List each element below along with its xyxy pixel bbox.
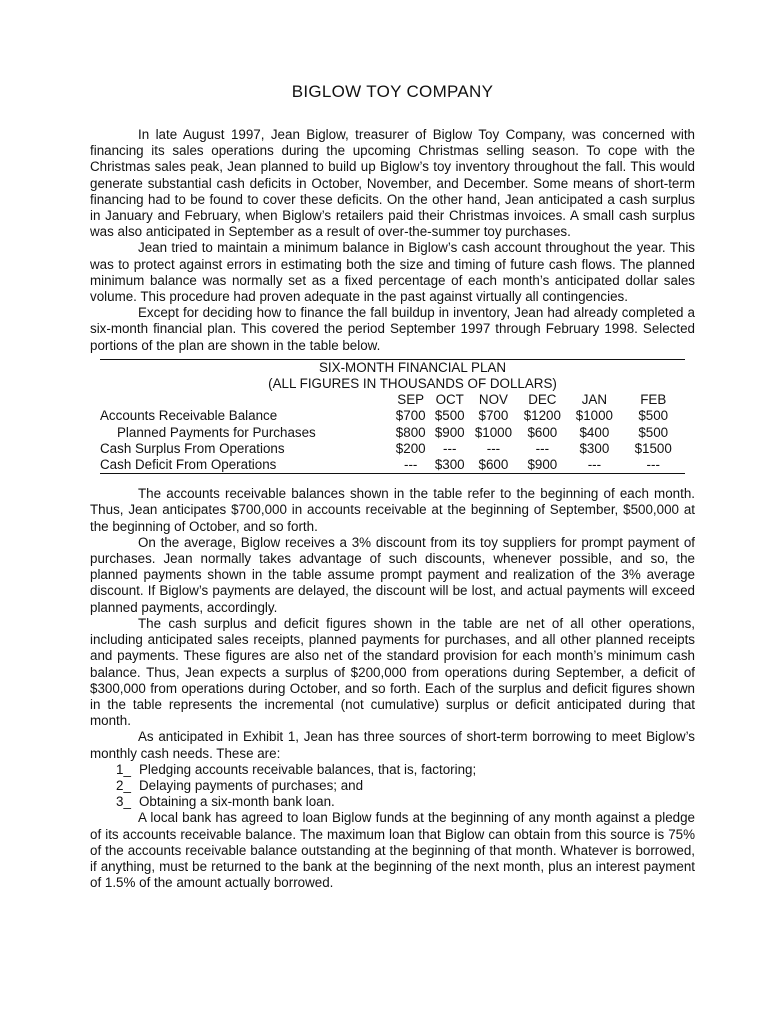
table-cell: $1200: [523, 408, 561, 424]
paragraph-financial-plan: Except for deciding how to finance the fall buildup in inventory, Jean had already completed a six-month financial plan. This covered the period September 1997 through February 1998. Selected portions of the plan are shown in the table below.: [90, 305, 695, 353]
month-header: NOV: [478, 392, 508, 408]
paragraph-surplus-deficit: The cash surplus and deficit figures shown in the table are net of all other operations, including anticipated sales receipts, planned payments for purchases, and all other planned receipts and payments. These figures are also net of the standard provision for each month’s minimum cash balance. Thus, Jean expects a surplus of $200,000 from operations during September, a deficit of $300,000 from operations during October, and so forth. Each of the surplus and deficit figures shown in the table represents the incremental (not cumulative) surplus or deficit anticipated during that month.: [90, 615, 695, 729]
table-cell: $1500: [634, 440, 672, 456]
list-item: [116, 778, 695, 794]
list-item: [116, 794, 695, 810]
paragraph-receivables: The accounts receivable balances shown in the table refer to the beginning of each month. Thus, Jean anticipates $700,000 in accounts receivable at the beginning of September, $500,000 at the beginning of October, and so forth.: [90, 486, 695, 534]
row-label: Planned Payments for Purchases: [117, 424, 316, 440]
paragraph-discount: On the average, Biglow receives a 3% discount from its toy suppliers for prompt payment of purchases. Jean normally takes advantage of such discounts, whenever possible, and so, the planned payments shown in the table assume prompt payment and realization of the 3% average discount. If Biglow’s payments are delayed, the discount will be lost, and actual payments will exceed planned payments, accordingly.: [90, 534, 695, 615]
table-cell: ---: [535, 440, 550, 456]
list-item-number: 3_: [116, 794, 131, 810]
row-label: Cash Surplus From Operations: [100, 440, 285, 456]
table-cell: ---: [646, 457, 660, 473]
table-cell: $400: [579, 424, 610, 440]
month-header: JAN: [581, 392, 608, 408]
table-cell: $700: [395, 408, 426, 424]
table-cell: $500: [434, 408, 465, 424]
financial-plan-table: [100, 359, 685, 474]
table-cell: $900: [434, 424, 465, 440]
paragraph-minimum-balance: Jean tried to maintain a minimum balance in Biglow’s cash account throughout the year. This was to protect against errors in estimating both the size and timing of future cash flows. The planned minimum balance was normally set as a fixed percentage of each month’s anticipated dollar sales volume. This procedure had proven adequate in the past against virtually all contingencies.: [90, 240, 695, 305]
list-item-text: Pledging accounts receivable balances, that is, factoring;: [139, 761, 477, 777]
plan-title-line1: SIX-MONTH FINANCIAL PLAN: [319, 359, 506, 375]
plan-title-line2: (ALL FIGURES IN THOUSANDS OF DOLLARS): [268, 376, 557, 392]
paragraph-bank-loan: A local bank has agreed to loan Biglow funds at the beginning of any month against a pledge of its accounts receivable balance. The maximum loan that Biglow can obtain from this source is 75% of the accounts receivable balance outstanding at the beginning of that month. Whatever is borrowed, if anything, must be returned to the bank at the beginning of the next month, plus an interest payment of 1.5% of the amount actually borrowed.: [90, 810, 695, 891]
month-header: FEB: [640, 392, 667, 408]
table-cell: $500: [638, 408, 669, 424]
list-item-number: 2_: [116, 777, 131, 793]
list-item: [116, 762, 695, 778]
table-cell: ---: [404, 457, 418, 473]
table-row: [100, 441, 685, 457]
table-cell: ---: [443, 440, 457, 456]
list-item-text: Obtaining a six-month bank loan.: [139, 794, 335, 810]
paragraph-borrowing-sources: As anticipated in Exhibit 1, Jean has three sources of short-term borrowing to meet Biglow’s monthly cash needs. These are:: [90, 729, 695, 761]
table-cell: $300: [434, 457, 465, 473]
table-cell: $300: [579, 440, 610, 456]
table-row: [100, 408, 685, 424]
row-label: Accounts Receivable Balance: [100, 408, 278, 424]
table-cell: $600: [478, 457, 509, 473]
list-item-number: 1_: [116, 761, 131, 777]
table-cell: $1000: [575, 408, 614, 424]
table-cell: $200: [395, 440, 426, 456]
month-header: OCT: [435, 392, 464, 408]
row-label: Cash Deficit From Operations: [100, 457, 277, 473]
table-cell: $800: [395, 424, 426, 440]
plan-header-row: [100, 392, 685, 408]
table-row: [100, 457, 685, 473]
paragraph-intro: In late August 1997, Jean Biglow, treasurer of Biglow Toy Company, was concerned with financing its sales operations during the upcoming Christmas selling season. To cope with the Christmas sales peak, Jean planned to build up Biglow’s toy inventory throughout the fall. This would generate substantial cash deficits in October, November, and December. Some means of short-term financing had to be found to cover these deficits. On the other hand, Jean anticipated a cash surplus in January and February, when Biglow’s retailers paid their Christmas invoices. A small cash surplus was also anticipated in September as a result of over-the-summer toy purchases.: [90, 127, 695, 240]
document-title: BIGLOW TOY COMPANY: [291, 82, 494, 101]
borrowing-sources-list: [90, 762, 695, 811]
table-cell: $500: [638, 424, 669, 440]
table-row: [100, 425, 685, 441]
table-cell: $900: [527, 457, 558, 473]
table-cell: $1000: [474, 424, 513, 440]
table-cell: ---: [587, 457, 602, 473]
table-cell: $700: [478, 408, 509, 424]
month-header: DEC: [528, 392, 557, 408]
list-item-text: Delaying payments of purchases; and: [139, 777, 364, 793]
table-cell: $600: [527, 424, 558, 440]
table-cell: ---: [486, 440, 501, 456]
document-page: [90, 82, 695, 891]
plan-grid: [100, 392, 685, 473]
month-header: SEP: [397, 392, 425, 408]
